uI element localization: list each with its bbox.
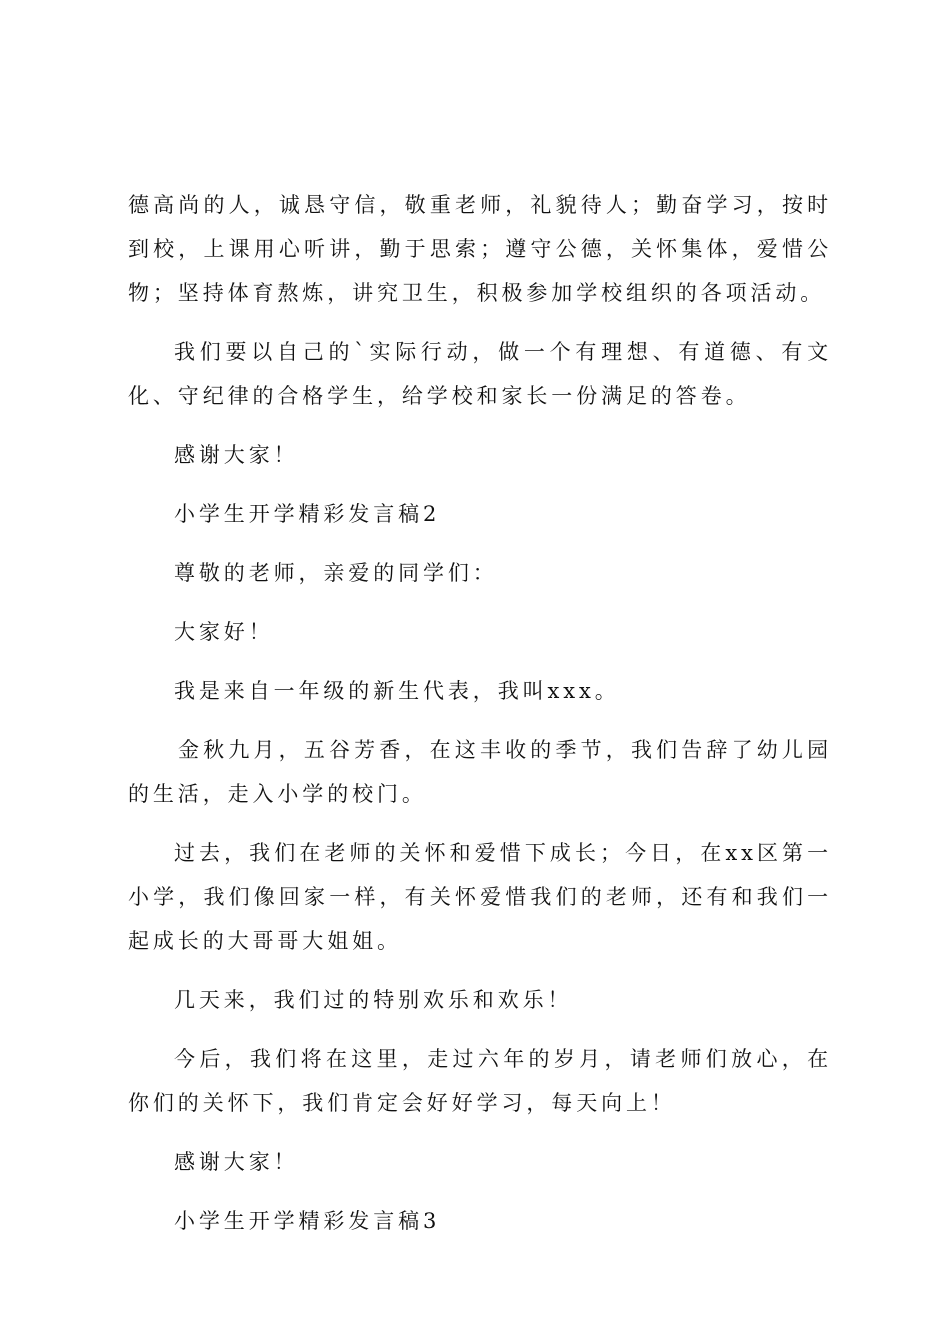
paragraph-greeting: 大家好！: [174, 620, 274, 644]
paragraph-thanks: 感谢大家！: [174, 443, 299, 467]
paragraph-thanks-2: 感谢大家！: [174, 1150, 299, 1174]
paragraph-continued: 德高尚的人，诚恳守信，敬重老师，礼貌待人；勤奋学习，按时到校，上课用心听讲，勤于思索；遵守公德，关怀集体，爱惜公物；坚持体育熬炼，讲究卫生，积极参加学校组织的各项活动。: [128, 193, 832, 305]
paragraph-salutation: 尊敬的老师，亲爱的同学们：: [174, 561, 498, 585]
paragraph-past: 过去，我们在老师的关怀和爱惜下成长；今日，在xx区第一小学，我们像回家一样，有关怀爱惜我们的老师，还有和我们一起成长的大哥哥大姐姐。: [128, 841, 832, 953]
paragraph-days: 几天来，我们过的特别欢乐和欢乐！: [174, 988, 573, 1012]
section-heading-3: 小学生开学精彩发言稿3: [174, 1209, 441, 1233]
section-heading-2: 小学生开学精彩发言稿2: [174, 502, 441, 526]
paragraph-autumn: 金秋九月，五谷芳香，在这丰收的季节，我们告辞了幼儿园的生活，走入小学的校门。: [128, 738, 832, 806]
paragraph-introduction: 我是来自一年级的新生代表，我叫xxx。: [174, 679, 620, 703]
paragraph-action: 我们要以自己的`实际行动，做一个有理想、有道德、有文化、守纪律的合格学生，给学校和家长一份满足的答卷。: [128, 340, 832, 408]
document-body: [128, 183, 832, 1258]
paragraph-future: 今后，我们将在这里，走过六年的岁月，请老师们放心，在你们的关怀下，我们肯定会好好学习，每天向上！: [128, 1047, 832, 1115]
